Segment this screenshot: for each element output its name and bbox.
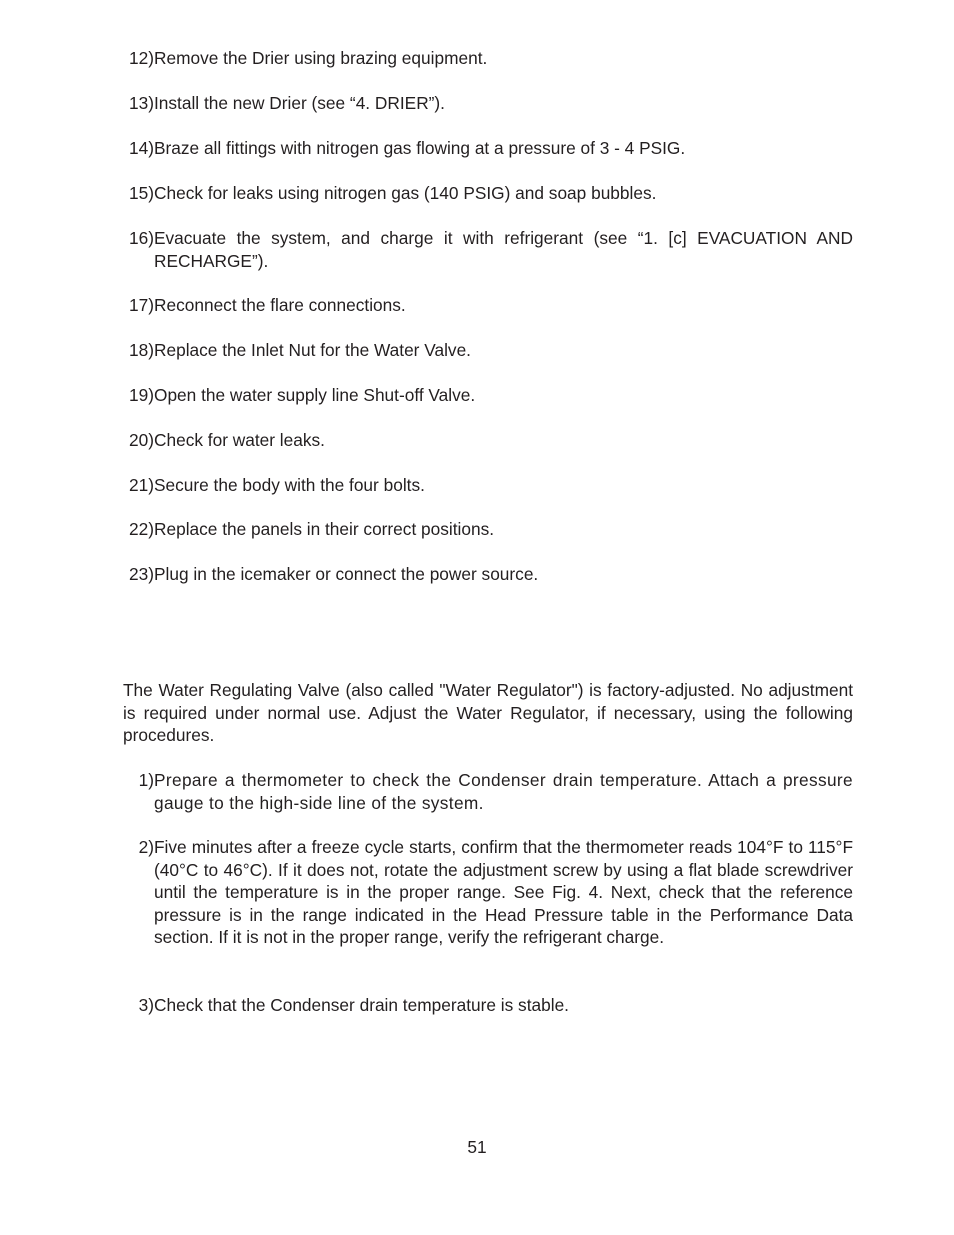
step-text: Remove the Drier using brazing equipment. (154, 48, 488, 68)
step-number: 20) (129, 430, 154, 450)
step-number: 12) (129, 48, 154, 68)
page-number: 51 (467, 1137, 487, 1157)
step-text: Plug in the icemaker or connect the power source. (154, 564, 539, 584)
list-item (123, 994, 853, 1017)
step-number: 13) (129, 93, 154, 113)
list-item (123, 769, 853, 814)
step-number: 21) (129, 475, 154, 495)
step-number: 1) (138, 770, 154, 790)
list-item (123, 182, 853, 205)
step-text: Open the water supply line Shut-off Valve. (154, 385, 476, 405)
list-item (123, 47, 853, 70)
step-number: 16) (129, 228, 154, 248)
step-text: Check for water leaks. (154, 430, 325, 450)
list-item (123, 227, 853, 272)
step-text: Secure the body with the four bolts. (154, 475, 425, 495)
list-item (123, 563, 853, 586)
step-number: 18) (129, 340, 154, 360)
step-text: Braze all fittings with nitrogen gas flowing at a pressure of 3 - 4 PSIG. (154, 138, 686, 158)
step-text: Evacuate the system, and charge it with refrigerant (see “1. [c] EVACUATION AND RECHARGE”). (154, 228, 853, 271)
step-number: 2) (138, 837, 154, 857)
list-item (123, 836, 853, 949)
step-text: Reconnect the flare connections. (154, 295, 406, 315)
step-text: Replace the panels in their correct positions. (154, 519, 495, 539)
step-number: 3) (138, 995, 154, 1015)
list-item (123, 518, 853, 541)
list-item (123, 137, 853, 160)
step-number: 23) (129, 564, 154, 584)
step-text: Replace the Inlet Nut for the Water Valve. (154, 340, 471, 360)
step-number: 19) (129, 385, 154, 405)
list-item (123, 92, 853, 115)
step-text: Check that the Condenser drain temperature is stable. (154, 995, 569, 1015)
intro-paragraph: The Water Regulating Valve (also called "Water Regulator") is factory-adjusted. No adjustment is required under normal use. Adjust the Water Regulator, if necessary, using the following procedures. (123, 680, 853, 745)
list-item (123, 339, 853, 362)
step-number: 22) (129, 519, 154, 539)
step-number: 15) (129, 183, 154, 203)
list-item (123, 384, 853, 407)
list-item (123, 294, 853, 317)
step-number: 17) (129, 295, 154, 315)
list-item (123, 429, 853, 452)
step-text: Prepare a thermometer to check the Condenser drain temperature. Attach a pressure gauge to the high-side line of the system. (154, 770, 853, 813)
step-text: Five minutes after a freeze cycle starts, confirm that the thermometer reads 104°F to 115°F (40°C to 46°C). If it does not, rotate the adjustment screw by using a flat blade screwdriver until the temperature is in the proper range. See Fig. 4. Next, check that the reference pressure is in the range indicated in the Head Pressure table in the Performance Data section. If it is not in the proper range, verify the refrigerant charge. (154, 837, 853, 947)
step-text: Check for leaks using nitrogen gas (140 PSIG) and soap bubbles. (154, 183, 657, 203)
list-item (123, 474, 853, 497)
step-text: Install the new Drier (see “4. DRIER”). (154, 93, 445, 113)
step-number: 14) (129, 138, 154, 158)
